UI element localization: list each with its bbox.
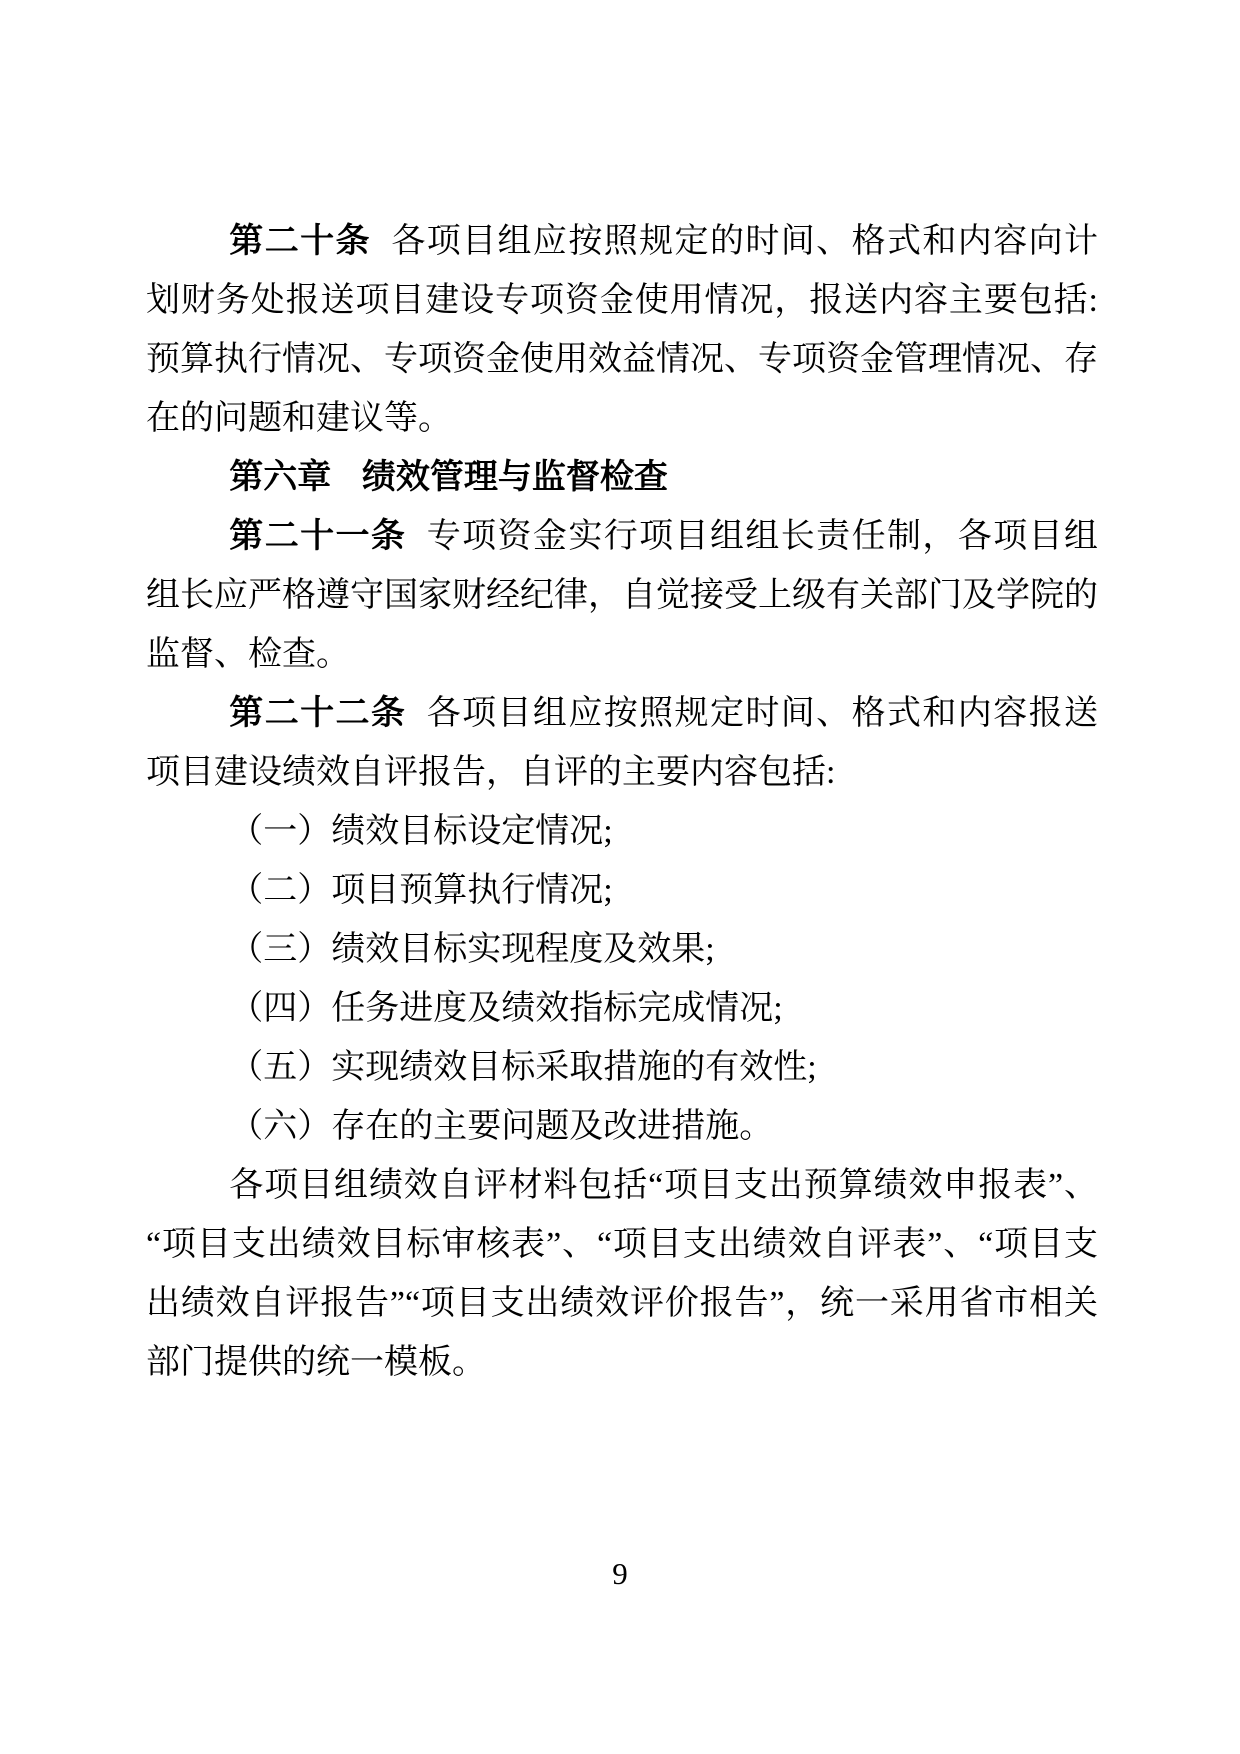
document-body <box>146 212 1098 1392</box>
list-item-5: （五）实现绩效目标采取措施的有效性; <box>229 1049 817 1086</box>
list-item-2: （二）项目预算执行情况; <box>229 872 613 909</box>
chapter-number: 第六章 <box>229 458 332 496</box>
list-item-3: （三）绩效目标实现程度及效果; <box>229 931 715 968</box>
article-20-number: 第二十条 <box>229 223 371 260</box>
article-20-text: 各项目组应按照规定的时间、格式和内容向计划财务处报送项目建设专项资金使用情况，报送内容主要包括: 预算执行情况、专项资金使用效益情况、专项资金管理情况、存在的问题和建议等。 <box>146 223 1099 437</box>
paragraph-materials: 各项目组绩效自评材料包括“项目支出预算绩效申报表”、“项目支出绩效目标审核表”、“项目支出绩效自评表”、“项目支出绩效自评报告”“项目支出绩效评价报告”，统一采用省市相关部门提供的统一模板。 <box>146 1167 1098 1381</box>
article-22-text: 各项目组应按照规定时间、格式和内容报送项目建设绩效自评报告，自评的主要内容包括: <box>146 695 1099 791</box>
paragraph-article-20 <box>146 212 1098 448</box>
list-item-1: （一）绩效目标设定情况; <box>229 813 613 850</box>
article-21-text: 专项资金实行项目组组长责任制，各项目组组长应严格遵守国家财经纪律，自觉接受上级有关部门及学院的监督、检查。 <box>146 518 1099 673</box>
list-item-6: （六）存在的主要问题及改进措施。 <box>229 1108 774 1145</box>
article-22-number: 第二十二条 <box>229 695 407 732</box>
chapter-title: 绩效管理与监督检查 <box>361 458 668 496</box>
chapter-heading <box>146 448 1098 507</box>
article-21-number: 第二十一条 <box>229 518 407 555</box>
list-item-4: （四）任务进度及绩效指标完成情况; <box>229 990 783 1027</box>
paragraph-article-21 <box>146 507 1098 684</box>
page-number: 9 <box>612 1556 628 1591</box>
paragraph-article-22 <box>146 684 1098 802</box>
